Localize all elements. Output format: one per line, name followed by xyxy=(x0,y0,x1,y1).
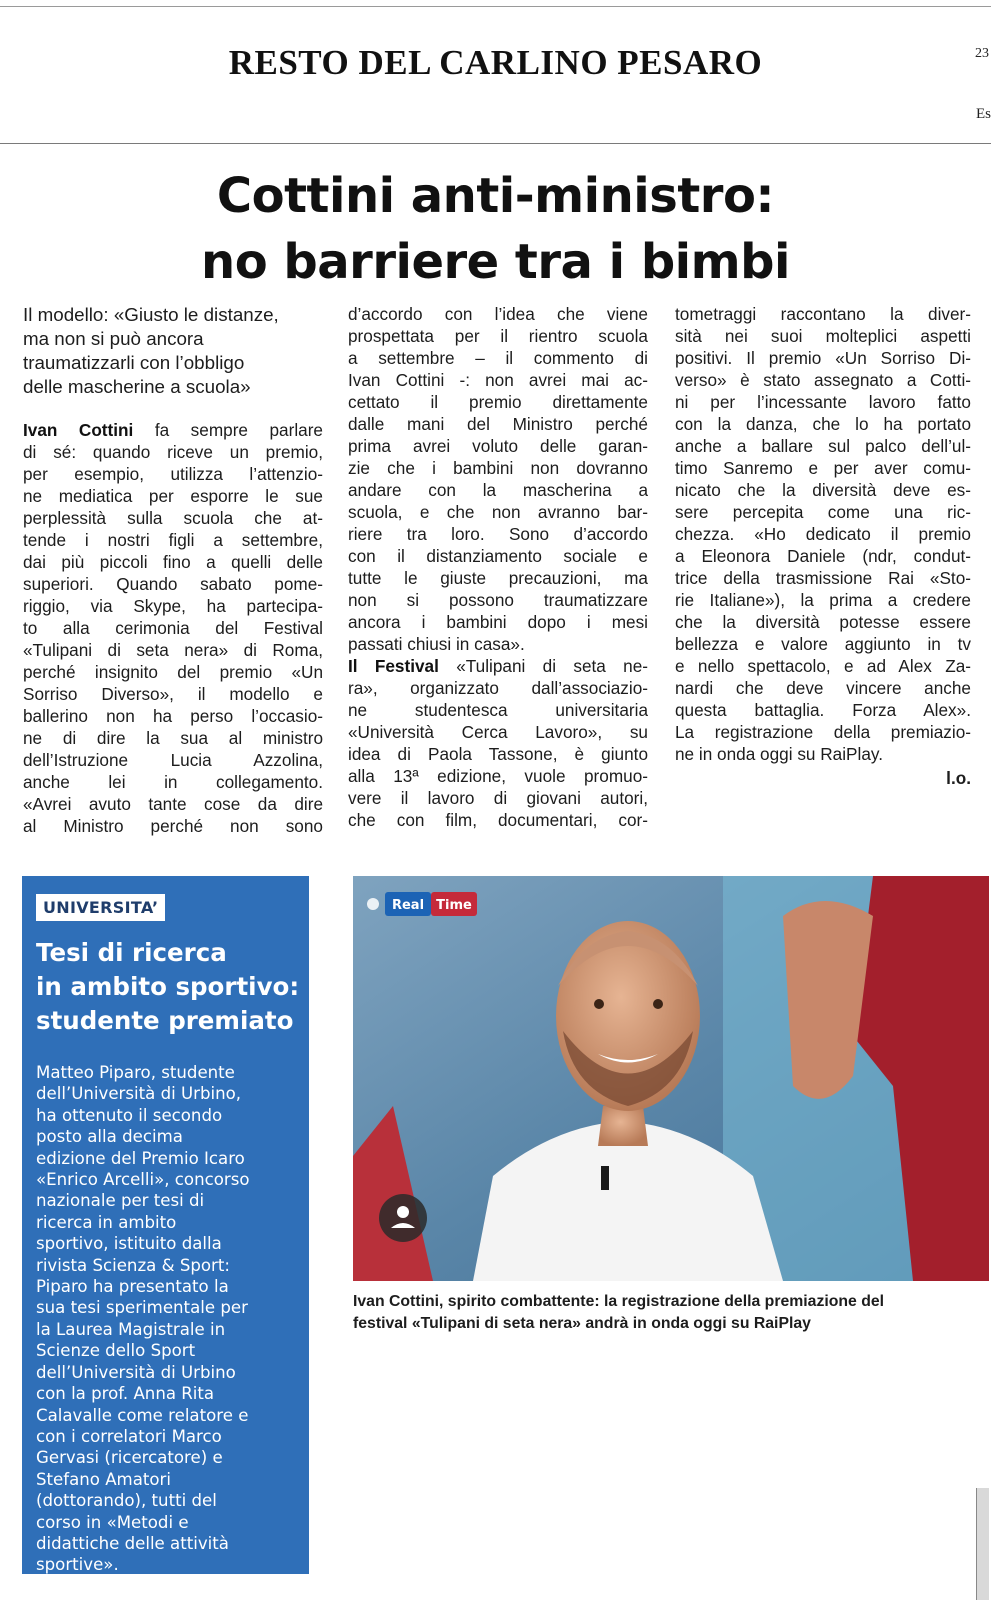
text-line: prospettata per il rientro scuola xyxy=(348,326,648,346)
text-line: tende i nostri figli a settembre, xyxy=(23,530,323,550)
text-line: dell’Istruzione Lucia Azzolina, xyxy=(23,750,323,770)
text-line: sere percepita come una ric- xyxy=(675,502,971,522)
text-line: a settembre – il commento di xyxy=(348,348,648,368)
text-line: per esempio, utilizza l’attenzio- xyxy=(23,464,323,484)
article-photo xyxy=(353,876,989,1281)
photo-caption xyxy=(353,1291,983,1335)
sidebar-body-line: la Laurea Magistrale in xyxy=(36,1319,226,1339)
newspaper-masthead: RESTO DEL CARLINO PESARO xyxy=(228,43,763,82)
text-line: rie Italiane»), la prima a credere xyxy=(675,590,971,610)
sidebar-body-line: Gervasi (ricercatore) e xyxy=(36,1448,223,1468)
sidebar-body-line: Piparo ha presentato la xyxy=(36,1277,229,1297)
text-line: perché insignito del premio «Un xyxy=(23,662,323,682)
sidebar-body-line: corso in «Metodi e xyxy=(36,1512,189,1532)
sidebar-body-line: sportivo, istituito dalla xyxy=(36,1234,222,1254)
text-line: nardi che deve vincere anche xyxy=(675,678,971,698)
text-line: tutte le giuste precauzioni, ma xyxy=(348,568,648,588)
masthead-rule xyxy=(0,143,991,144)
top-rule xyxy=(0,6,991,7)
headline-line: no barriere tra i bimbi xyxy=(201,234,790,290)
caption-line: festival «Tulipani di seta nera» andrà in onda oggi su RaiPlay xyxy=(353,1315,811,1332)
text-line: «Tulipani di seta nera» di Roma, xyxy=(23,640,323,660)
sidebar-body-line: con la prof. Anna Rita xyxy=(36,1384,215,1404)
subhead-line: traumatizzarli con l’obbligo xyxy=(23,352,245,373)
sidebar-body-line: didattiche delle attività xyxy=(36,1533,229,1553)
text-line: scuola, e che non avranno bar- xyxy=(348,502,648,522)
text-line: non si possono traumatizzare xyxy=(348,590,648,610)
text-line: ne in onda oggi su RaiPlay. xyxy=(675,744,883,764)
text-line: nicato che la diversità deve es- xyxy=(675,480,971,500)
sidebar-title-line: studente premiato xyxy=(36,1006,294,1035)
text-line: chezza. «Ho dedicato il premio xyxy=(675,524,971,544)
photo-illustration xyxy=(353,876,989,1281)
text-line: superiori. Quando sabato pome- xyxy=(23,574,323,594)
headline-line: Cottini anti-ministro: xyxy=(216,168,775,224)
run-in-lead: Il Festival xyxy=(348,656,439,676)
sidebar-body-line: nazionale per tesi di xyxy=(36,1191,205,1211)
text-line: ne studentesca universitaria xyxy=(348,700,648,720)
text-line: idea di Paola Tassone, è giunto xyxy=(348,744,648,764)
article-column-1 xyxy=(23,303,323,837)
text-fragment: fa sempre parlare xyxy=(133,420,323,440)
tv-logo-time: Time xyxy=(436,898,472,913)
subhead-line: delle mascherine a scuola» xyxy=(23,376,251,397)
text-line: ne mediatica per esporre le sue xyxy=(23,486,323,506)
text-line: bellezza e valore aggiunto in tv xyxy=(675,634,971,654)
text-line: Sorriso Diverso», il modello e xyxy=(23,684,323,704)
text-line: La registrazione della premiazio- xyxy=(675,722,971,742)
text-line: ra», organizzato dall’associazio- xyxy=(348,678,648,698)
text-line: alla 13ª edizione, vuole promuo- xyxy=(348,766,648,786)
sidebar-body-line: posto alla decima xyxy=(36,1127,183,1147)
article-column-2 xyxy=(348,303,648,831)
text-line: questa battaglia. Forza Alex». xyxy=(675,700,971,720)
text-fragment: «Tulipani di seta ne- xyxy=(438,656,648,676)
sidebar-body-line: dell’Università di Urbino xyxy=(36,1362,236,1382)
sidebar-body-line: con i correlatori Marco xyxy=(36,1426,222,1446)
caption-line: Ivan Cottini, spirito combattente: la registrazione della premiazione del xyxy=(353,1293,885,1310)
text-line: cettato il premio direttamente xyxy=(348,392,648,412)
text-line: perplessità sulla scuola che at- xyxy=(23,508,323,528)
sidebar-body-line: Scienze dello Sport xyxy=(36,1341,196,1361)
tv-logo-real: Real xyxy=(391,898,425,913)
text-line: riere tra loro. Sono d’accordo xyxy=(348,524,648,544)
text-line: anche lei in collegamento. xyxy=(23,772,323,792)
text-line: che con film, documentari, cor- xyxy=(348,810,648,830)
text-line: tometraggi raccontano la diver- xyxy=(675,304,971,324)
text-line: dai più piccoli fino a quelli delle xyxy=(23,552,323,572)
text-line: verso» è stato assegnato a Cotti- xyxy=(675,370,971,390)
sidebar-body-line: sportive». xyxy=(36,1555,119,1575)
text-line: dalle mani del Ministro perché xyxy=(348,414,648,434)
text-line: «Università Cerca Lavoro», su xyxy=(348,722,648,742)
text-line: ballerino non ha perso l’occasio- xyxy=(23,706,323,726)
text-line: vere il lavoro di giovani autori, xyxy=(348,788,648,808)
text-line: e nello spettacolo, e ad Alex Za- xyxy=(675,656,971,676)
sidebar-body-line: Stefano Amatori xyxy=(36,1469,171,1489)
subhead-line: Il modello: «Giusto le distanze, xyxy=(23,304,279,325)
sidebar-kicker: UNIVERSITA’ xyxy=(36,894,165,921)
text-line: andare con la mascherina a xyxy=(348,480,648,500)
text-line: zie che i bambini non dovranno xyxy=(348,458,648,478)
sidebar-body-line: Matteo Piparo, studente xyxy=(36,1063,235,1082)
sidebar-body-line: (dottorando), tutti del xyxy=(36,1491,217,1511)
column-3-body xyxy=(675,303,971,765)
article-column-3 xyxy=(675,303,971,789)
text-line: to alla cerimonia del Festival xyxy=(23,618,323,638)
page-edge-mark xyxy=(976,1488,989,1600)
text-line: positivi. Il premio «Un Sorriso Di- xyxy=(675,348,971,368)
text-line: timo Sanremo e per aver comu- xyxy=(675,458,971,478)
text-line: prima avrei voluto delle garan- xyxy=(348,436,648,456)
sidebar-body-line: edizione del Premio Icaro xyxy=(36,1148,245,1168)
text-line: con la danza, che lo ha portato xyxy=(675,414,971,434)
column-1-body xyxy=(23,419,323,837)
sidebar-body-line: ha ottenuto il secondo xyxy=(36,1105,223,1125)
text-line: con il distanziamento sociale e xyxy=(348,546,648,566)
text-line: riggio, via Skype, ha partecipa- xyxy=(23,596,323,616)
page-number: 23 xyxy=(975,46,989,61)
sidebar-title-line: in ambito sportivo: xyxy=(36,972,300,1001)
text-line: di sé: quando riceve un premio, xyxy=(23,442,323,462)
text-line: anche a ballare sul palco dell’ul- xyxy=(675,436,971,456)
text-line: ni per l’incessante lavoro fatto xyxy=(675,392,971,412)
sidebar-body-line: rivista Scienza & Sport: xyxy=(36,1255,230,1275)
sidebar-body-line: dell’Università di Urbino, xyxy=(36,1084,242,1104)
column-2-body xyxy=(348,303,648,831)
sidebar-body-line: Calavalle come relatore e xyxy=(36,1405,249,1425)
sidebar-title xyxy=(36,936,301,1038)
text-line: al Ministro perché non sono xyxy=(23,816,323,836)
edition-label: Es xyxy=(976,106,991,122)
text-line: passati chiusi in casa». xyxy=(348,634,525,654)
text-line: che la diversità potesse essere xyxy=(675,612,971,632)
run-in-lead: Ivan Cottini xyxy=(23,420,134,440)
text-line: trice della trasmissione Rai «Sto- xyxy=(675,568,971,588)
sidebar-box xyxy=(22,876,309,1574)
sidebar-body-line: «Enrico Arcelli», concorso xyxy=(36,1170,250,1190)
article-headline xyxy=(0,163,991,295)
text-line xyxy=(348,655,648,677)
sidebar-body-line: sua tesi sperimentale per xyxy=(36,1298,248,1318)
text-line: sità nei suoi molteplici aspetti xyxy=(675,326,971,346)
author-signature: l.o. xyxy=(946,768,971,788)
text-line: ne di dire la sua al ministro xyxy=(23,728,323,748)
article-subhead xyxy=(23,303,323,399)
text-line: a Eleonora Daniele (ndr, condut- xyxy=(675,546,971,566)
subhead-line: ma non si può ancora xyxy=(23,328,204,349)
sidebar-body-line: ricerca in ambito xyxy=(36,1212,177,1232)
text-line: Ivan Cottini -: non avrei mai ac- xyxy=(348,370,648,390)
sidebar-title-line: Tesi di ricerca xyxy=(36,938,227,967)
text-line: d’accordo con l’idea che viene xyxy=(348,304,648,324)
sidebar-body xyxy=(36,1062,301,1576)
text-line xyxy=(23,419,323,441)
text-line: ancora i bambini dopo i mesi xyxy=(348,612,648,632)
text-line: «Avrei avuto tante cose da dire xyxy=(23,794,323,814)
